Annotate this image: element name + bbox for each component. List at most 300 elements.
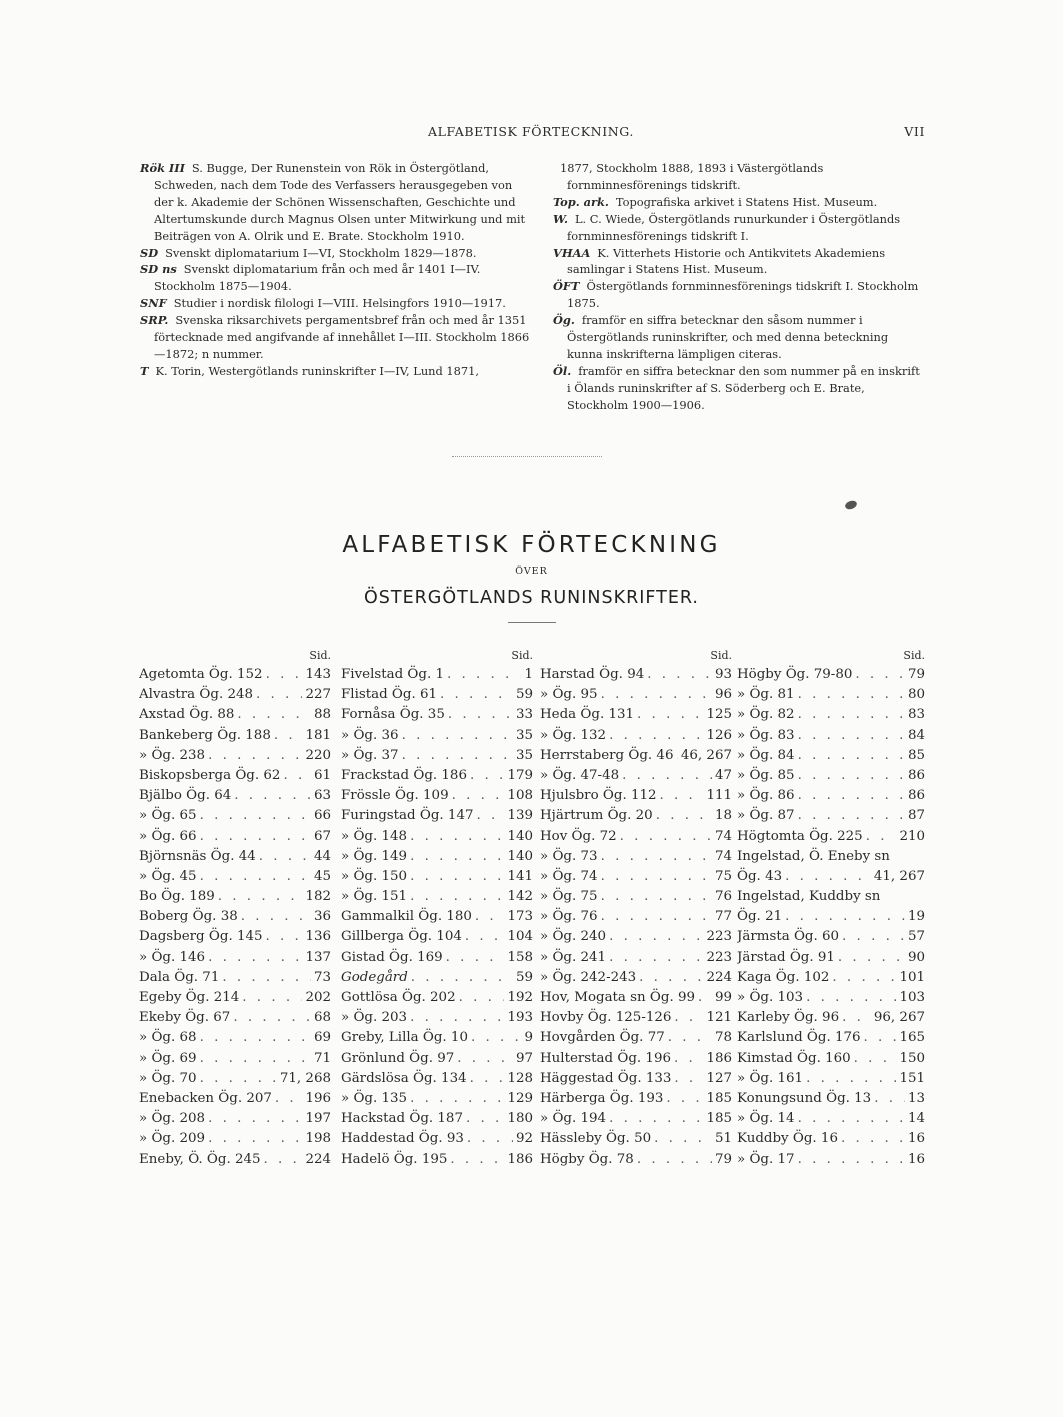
leader-dots bbox=[471, 1028, 521, 1048]
leader-dots bbox=[842, 1008, 871, 1028]
index-entry-page: 41, 267 bbox=[873, 868, 925, 884]
index-entry-page: 13 bbox=[907, 1090, 925, 1106]
index-entry-name: » Ög. 132 bbox=[540, 727, 607, 743]
leader-dots bbox=[637, 1150, 712, 1170]
page-number: VII bbox=[904, 124, 925, 139]
leader-dots bbox=[234, 786, 311, 806]
index-entry-name: Hov Ög. 72 bbox=[540, 828, 617, 844]
index-entry-page: 143 bbox=[305, 667, 331, 682]
abbreviation-text: framför en siffra betecknar den som nummer på en inskrift i Ölands runinskrifter af S. Söderberg och E. Brate, Stockholm 1900—1906. bbox=[567, 363, 920, 412]
index-entry bbox=[540, 726, 732, 746]
leader-dots bbox=[200, 806, 311, 826]
leader-dots bbox=[410, 847, 504, 867]
index-entry-name: Egeby Ög. 214 bbox=[139, 990, 240, 1005]
abbreviation-entry bbox=[140, 245, 530, 262]
index-entry-name: Hulterstad Ög. 196 bbox=[540, 1050, 671, 1066]
index-entry-page: 103 bbox=[899, 990, 925, 1005]
index-entry bbox=[341, 1028, 533, 1048]
index-entry-page: 140 bbox=[507, 828, 533, 844]
index-entry-page: 137 bbox=[305, 949, 331, 965]
index-entry bbox=[737, 867, 925, 887]
leader-dots bbox=[656, 806, 712, 826]
index-entry bbox=[139, 968, 331, 988]
index-entry-page: 196 bbox=[305, 1090, 331, 1106]
leader-dots bbox=[402, 726, 513, 746]
leader-dots bbox=[698, 988, 712, 1008]
index-entry-page: 88 bbox=[313, 707, 331, 723]
leader-dots bbox=[440, 685, 513, 705]
abbreviation-text: Östergötlands fornminnesförenings tidskrift I. Stockholm 1875. bbox=[567, 279, 919, 311]
index-entry-page: 77 bbox=[714, 909, 732, 925]
index-entry bbox=[540, 786, 732, 806]
index-column-3 bbox=[540, 647, 732, 1170]
index-entry-page: 158 bbox=[507, 949, 533, 965]
index-entry-page: 75 bbox=[714, 868, 732, 884]
index-entry-name: Flistad Ög. 61 bbox=[341, 687, 438, 703]
index-entry bbox=[139, 806, 331, 826]
leader-dots bbox=[798, 766, 905, 786]
index-entry-name: » Ög. 68 bbox=[139, 1030, 197, 1046]
index-entry bbox=[341, 726, 533, 746]
index-entry-page: 96, 267 bbox=[873, 1010, 925, 1026]
index-entry-name: » Ög. 75 bbox=[540, 889, 598, 905]
leader-dots bbox=[470, 766, 504, 786]
index-entry bbox=[540, 968, 732, 988]
index-entry-page: 126 bbox=[706, 727, 732, 743]
index-entry bbox=[737, 1069, 925, 1089]
index-entry bbox=[737, 1049, 925, 1069]
index-entry-page: 47 bbox=[714, 767, 732, 783]
leader-dots bbox=[866, 827, 897, 847]
index-entry-page: 108 bbox=[507, 788, 533, 804]
leader-dots bbox=[200, 1028, 311, 1048]
index-entry bbox=[139, 927, 331, 947]
index-entry-page: 16 bbox=[907, 1131, 925, 1147]
index-entry-name: Järstad Ög. 91 bbox=[737, 949, 835, 965]
index-entry-name: Kaga Ög. 102 bbox=[737, 969, 830, 985]
leader-dots bbox=[266, 665, 303, 685]
index-column-4 bbox=[737, 647, 925, 1170]
index-entry bbox=[737, 968, 925, 988]
index-entry-name: » Ög. 151 bbox=[341, 889, 408, 905]
index-entry-page: 79 bbox=[714, 1151, 732, 1167]
index-entry-page: 173 bbox=[507, 909, 533, 925]
index-entry-name: » Ög. 86 bbox=[737, 788, 795, 804]
index-entry bbox=[737, 948, 925, 968]
index-entry bbox=[341, 766, 533, 786]
leader-dots bbox=[864, 1028, 897, 1048]
leader-dots bbox=[854, 1049, 897, 1069]
index-entry bbox=[341, 1008, 533, 1028]
leader-dots bbox=[410, 887, 504, 907]
index-entry bbox=[540, 907, 732, 927]
leader-dots bbox=[208, 1129, 302, 1149]
abbreviation-text: Svenska riksarchivets pergamentsbref från och med år 1351 förtecknade med angifvande af innehållet I—III. Stockholm 1866—1872; n nummer. bbox=[154, 313, 530, 361]
index-entry-page: 150 bbox=[899, 1050, 925, 1066]
index-entry-page: 97 bbox=[515, 1050, 533, 1066]
abbreviation-entry bbox=[553, 245, 925, 279]
abbreviation-text: K. Torin, Westergötlands runinskrifter I—IV, Lund 1871, bbox=[155, 363, 480, 378]
abbreviation-key: SD ns bbox=[140, 262, 177, 277]
index-entry-page: 79 bbox=[907, 667, 925, 682]
index-entry-page: 210 bbox=[899, 828, 925, 844]
leader-dots bbox=[200, 1069, 277, 1089]
index-entry-name: » Ög. 194 bbox=[540, 1111, 607, 1127]
index-entry-name: » Ög. 76 bbox=[540, 909, 598, 925]
index-entry bbox=[139, 685, 331, 705]
index-entry bbox=[341, 988, 533, 1008]
leader-dots bbox=[609, 726, 703, 746]
leader-dots bbox=[200, 827, 311, 847]
index-entry-name: Gottlösa Ög. 202 bbox=[341, 990, 456, 1005]
leader-dots bbox=[470, 1069, 505, 1089]
index-entry-name: Järmsta Ög. 60 bbox=[737, 929, 840, 945]
index-entry bbox=[540, 927, 732, 947]
index-entry bbox=[540, 705, 732, 725]
index-entry-name: Bankeberg Ög. 188 bbox=[139, 727, 271, 743]
index-entry bbox=[139, 786, 331, 806]
index-entry bbox=[139, 1028, 331, 1048]
index-entry bbox=[139, 1089, 331, 1109]
index-entry bbox=[139, 867, 331, 887]
index-entry bbox=[139, 726, 331, 746]
index-entry bbox=[737, 705, 925, 725]
leader-dots bbox=[622, 766, 712, 786]
index-entry-page: 99 bbox=[714, 990, 732, 1005]
index-entry-page: 61 bbox=[313, 767, 331, 783]
leader-dots bbox=[609, 948, 703, 968]
leader-dots bbox=[452, 786, 505, 806]
index-entry-name: Högtomta Ög. 225 bbox=[737, 828, 863, 844]
leader-dots bbox=[476, 806, 504, 826]
index-entry bbox=[139, 1129, 331, 1149]
index-entry-page: 80 bbox=[907, 687, 925, 703]
index-entry-name: Agetomta Ög. 152 bbox=[139, 667, 263, 682]
index-entry-page: 1 bbox=[524, 667, 533, 682]
abbreviation-entry bbox=[140, 160, 530, 245]
index-entry-page: 71, 268 bbox=[279, 1070, 331, 1086]
index-entry bbox=[540, 665, 732, 685]
index-entry-name: Hjärtrum Ög. 20 bbox=[540, 808, 653, 824]
abbreviation-text: 1877, Stockholm 1888, 1893 i Västergötlands fornminnesförenings tidskrift. bbox=[560, 161, 824, 192]
index-entry-page: 71 bbox=[313, 1050, 331, 1066]
index-entry-page: 14 bbox=[907, 1111, 925, 1127]
index-entry-page: 186 bbox=[507, 1151, 533, 1167]
index-entry bbox=[341, 685, 533, 705]
index-entry bbox=[540, 1069, 732, 1089]
index-entry bbox=[341, 1150, 533, 1170]
index-entry-name: » Ög. 17 bbox=[737, 1151, 795, 1167]
leader-dots bbox=[832, 968, 896, 988]
index-entry-name: Fivelstad Ög. 1 bbox=[341, 667, 444, 682]
index-entry-page: 69 bbox=[313, 1030, 331, 1046]
abbreviation-key: SRP. bbox=[140, 313, 169, 328]
index-entry bbox=[139, 887, 331, 907]
index-entry bbox=[540, 1008, 732, 1028]
index-entry-name: » Ög. 85 bbox=[737, 767, 795, 783]
leader-dots bbox=[806, 988, 896, 1008]
leader-dots bbox=[601, 887, 712, 907]
index-entry bbox=[139, 665, 331, 685]
section-divider bbox=[452, 456, 602, 457]
index-entry-page: 59 bbox=[515, 969, 533, 985]
index-entry-name: » Ög. 103 bbox=[737, 990, 804, 1005]
abbreviation-key: SNF bbox=[140, 296, 167, 311]
index-entry-page: 44 bbox=[313, 848, 331, 864]
leader-dots bbox=[637, 705, 703, 725]
index-entry bbox=[540, 847, 732, 867]
index-entry-page: 73 bbox=[313, 969, 331, 985]
abbreviation-entry bbox=[553, 160, 925, 194]
leader-dots bbox=[410, 1008, 504, 1028]
index-column-2 bbox=[341, 647, 533, 1170]
sid-label: Sid. bbox=[511, 649, 533, 662]
leader-dots bbox=[785, 867, 871, 887]
index-entry-name: Haddestad Ög. 93 bbox=[341, 1131, 464, 1147]
index-entry bbox=[341, 705, 533, 725]
abbreviation-text: Svenskt diplomatarium I—VI, Stockholm 1829—1878. bbox=[165, 245, 477, 260]
index-entry-page: 128 bbox=[507, 1070, 533, 1086]
leader-dots bbox=[842, 927, 905, 947]
index-entry bbox=[139, 827, 331, 847]
leader-dots bbox=[676, 746, 677, 766]
leader-dots bbox=[855, 665, 905, 685]
abbreviation-entry bbox=[140, 295, 530, 312]
index-entry-page: 74 bbox=[714, 848, 732, 864]
index-entry-page: 185 bbox=[706, 1090, 732, 1106]
leader-dots bbox=[674, 1069, 703, 1089]
sid-label: Sid. bbox=[710, 649, 732, 662]
leader-dots bbox=[457, 1049, 513, 1069]
index-entry-name: Enebacken Ög. 207 bbox=[139, 1090, 272, 1106]
index-entry-page: 9 bbox=[524, 1030, 533, 1046]
index-entry bbox=[540, 746, 732, 766]
index-entry-page: 224 bbox=[706, 969, 732, 985]
leader-dots bbox=[639, 968, 703, 988]
index-entry bbox=[341, 827, 533, 847]
index-entry-name: Fornåsa Ög. 35 bbox=[341, 707, 445, 723]
leader-dots bbox=[798, 1150, 905, 1170]
abbreviation-text: S. Bugge, Der Runenstein von Rök in Östergötland, Schweden, nach dem Tode des Verfassers herausgegeben von der k. Akademie der Schönen Wissenschaften, Geschichte und Altertumskunde durch Magnus Olsen unter Mitwirkung und mit Beiträgen von A. Olrik und E. Brate. Stockholm 1910. bbox=[154, 161, 526, 243]
leader-dots bbox=[798, 726, 905, 746]
index-entry bbox=[341, 665, 533, 685]
index-entry bbox=[341, 1129, 533, 1149]
index-entry-page: 87 bbox=[907, 808, 925, 824]
index-entry bbox=[341, 867, 533, 887]
leader-dots bbox=[218, 887, 303, 907]
leader-dots bbox=[259, 847, 311, 867]
abbreviation-entry bbox=[553, 312, 925, 363]
leader-dots bbox=[256, 685, 302, 705]
index-entry bbox=[341, 806, 533, 826]
index-entry-name: Eneby, Ö. Ög. 245 bbox=[139, 1151, 261, 1167]
index-entry-name: Gammalkil Ög. 180 bbox=[341, 909, 472, 925]
index-entry-name: Greby, Lilla Ög. 10 bbox=[341, 1030, 468, 1046]
index-entry-page: 35 bbox=[515, 727, 533, 743]
index-entry bbox=[139, 988, 331, 1008]
index-entry-page: 92 bbox=[515, 1131, 533, 1147]
leader-dots bbox=[208, 746, 302, 766]
index-entry-page: 45 bbox=[313, 868, 331, 884]
abbreviation-key: SD bbox=[140, 245, 159, 260]
index-entry bbox=[139, 1150, 331, 1170]
index-entry-name: Hässleby Ög. 50 bbox=[540, 1131, 652, 1147]
index-entry bbox=[139, 907, 331, 927]
leader-dots bbox=[274, 726, 303, 746]
leader-dots bbox=[266, 927, 303, 947]
index-entry-page: 33 bbox=[515, 707, 533, 723]
leader-dots bbox=[242, 988, 302, 1008]
index-entry-name: Hjulsbro Ög. 112 bbox=[540, 788, 657, 804]
index-entry-page: 19 bbox=[907, 909, 925, 925]
index-entry bbox=[341, 1049, 533, 1069]
leader-dots bbox=[466, 1109, 504, 1129]
index-entry bbox=[139, 948, 331, 968]
leader-dots bbox=[601, 685, 712, 705]
leader-dots bbox=[609, 1109, 703, 1129]
index-entry-name: » Ög. 73 bbox=[540, 848, 598, 864]
index-entry-name: » Ög. 70 bbox=[139, 1070, 197, 1086]
index-entry bbox=[341, 927, 533, 947]
index-entry bbox=[737, 726, 925, 746]
index-entry-page: 104 bbox=[507, 929, 533, 945]
sid-label: Sid. bbox=[903, 649, 925, 662]
index-entry-page: 151 bbox=[899, 1070, 925, 1086]
leader-dots bbox=[450, 1150, 504, 1170]
index-entry bbox=[341, 1109, 533, 1129]
index-entry bbox=[341, 968, 533, 988]
leader-dots bbox=[283, 766, 311, 786]
leader-dots bbox=[674, 1049, 703, 1069]
index-entry-name: » Ög. 81 bbox=[737, 687, 795, 703]
leader-dots bbox=[798, 1109, 905, 1129]
index-entry-page: 198 bbox=[305, 1131, 331, 1147]
index-entry-page: 51 bbox=[714, 1131, 732, 1147]
index-entry bbox=[341, 847, 533, 867]
index-entry-name: Boberg Ög. 38 bbox=[139, 909, 238, 925]
ink-blot bbox=[844, 499, 858, 511]
index-entry-name: » Ög. 87 bbox=[737, 808, 795, 824]
index-entry-name: » Ög. 74 bbox=[540, 868, 598, 884]
index-entry-page: 193 bbox=[507, 1010, 533, 1026]
leader-dots bbox=[666, 1089, 703, 1109]
leader-dots bbox=[475, 907, 505, 927]
index-entry-name: » Ög. 36 bbox=[341, 727, 399, 743]
abbreviation-text: K. Vitterhets Historie och Antikvitets Akademiens samlingar i Statens Hist. Museum. bbox=[567, 245, 886, 277]
index-entry-name: » Ög. 203 bbox=[341, 1010, 408, 1026]
index-entry-name: » Ög. 238 bbox=[139, 747, 206, 763]
index-entry-name: Häggestad Ög. 133 bbox=[540, 1070, 672, 1086]
index-entry-name: Herrstaberg Ög. 46 bbox=[540, 747, 674, 763]
leader-dots bbox=[402, 746, 513, 766]
index-entry-page: 96 bbox=[714, 687, 732, 703]
index-entry-name: Biskopsberga Ög. 62 bbox=[139, 767, 281, 783]
index-entry-name: » Ög. 242-243 bbox=[540, 969, 637, 985]
leader-dots bbox=[200, 867, 311, 887]
leader-dots bbox=[447, 665, 521, 685]
index-entry-page: 142 bbox=[507, 889, 533, 905]
index-entry-name: Heda Ög. 131 bbox=[540, 707, 635, 723]
index-entry-page: 197 bbox=[305, 1111, 331, 1127]
index-entry bbox=[737, 746, 925, 766]
index-entry bbox=[139, 1109, 331, 1129]
abbreviation-key: W. bbox=[553, 211, 568, 226]
index-entry-name: » Ög. 47-48 bbox=[540, 767, 620, 783]
leader-dots bbox=[459, 988, 505, 1008]
abbreviation-text: Topografiska arkivet i Statens Hist. Museum. bbox=[615, 194, 878, 209]
index-entry-page: 185 bbox=[706, 1111, 732, 1127]
index-entry bbox=[341, 786, 533, 806]
index-entry-page: 180 bbox=[507, 1111, 533, 1127]
index-entry bbox=[540, 806, 732, 826]
index-entry-page: 101 bbox=[899, 969, 925, 985]
index-entry bbox=[341, 907, 533, 927]
index-entry-name: » Ög. 83 bbox=[737, 727, 795, 743]
index-entry-name: » Ög. 149 bbox=[341, 848, 408, 864]
index-entry-name: » Ög. 84 bbox=[737, 747, 795, 763]
index-entry bbox=[737, 827, 925, 847]
index-entry-page: 223 bbox=[706, 949, 732, 965]
index-entry bbox=[341, 887, 533, 907]
index-entry-name: Hov, Mogata sn Ög. 99 bbox=[540, 990, 696, 1005]
abbreviation-key: VHAA bbox=[553, 245, 591, 260]
leader-dots bbox=[674, 1008, 703, 1028]
index-entry bbox=[540, 766, 732, 786]
index-entry bbox=[540, 867, 732, 887]
abbreviation-entry bbox=[140, 363, 530, 380]
leader-dots bbox=[467, 1129, 513, 1149]
index-entry-name: Alvastra Ög. 248 bbox=[139, 687, 254, 703]
index-entry bbox=[737, 1008, 925, 1028]
index-entry-page: 127 bbox=[706, 1070, 732, 1086]
index-entry-name: » Ög. 135 bbox=[341, 1090, 408, 1106]
index-entry-name: Björnsnäs Ög. 44 bbox=[139, 848, 256, 864]
index-entry bbox=[737, 665, 925, 685]
index-entry-name: Furingstad Ög. 147 bbox=[341, 808, 474, 824]
leader-dots bbox=[838, 948, 905, 968]
index-entry-name: Hovgården Ög. 77 bbox=[540, 1030, 665, 1046]
leader-dots bbox=[410, 1089, 504, 1109]
index-entry-name: Dagsberg Ög. 145 bbox=[139, 929, 263, 945]
index-entry bbox=[737, 927, 925, 947]
abbreviation-key: T bbox=[140, 363, 149, 378]
index-entry-name: » Ög. 14 bbox=[737, 1111, 795, 1127]
index-entry bbox=[540, 948, 732, 968]
index-entry-name: » Ög. 208 bbox=[139, 1111, 206, 1127]
leader-dots bbox=[806, 1069, 896, 1089]
index-entry-name: Grönlund Ög. 97 bbox=[341, 1050, 455, 1066]
leader-dots bbox=[410, 867, 504, 887]
index-entry bbox=[737, 806, 925, 826]
index-entry-name: Karleby Ög. 96 bbox=[737, 1010, 840, 1026]
index-entry-name: » Ög. 95 bbox=[540, 687, 598, 703]
index-entry-name: » Ög. 82 bbox=[737, 707, 795, 723]
index-entry-name: » Ög. 240 bbox=[540, 929, 607, 945]
abbreviation-key: Öl. bbox=[553, 363, 572, 378]
index-entry-page: 182 bbox=[305, 889, 331, 905]
leader-dots bbox=[448, 705, 513, 725]
index-entry bbox=[737, 988, 925, 1008]
abbreviation-text: framför en siffra betecknar den såsom nummer i Östergötlands runinskrifter, och med denna beteckning kunna inskrifterna lämpligen citeras. bbox=[567, 313, 889, 361]
index-entry-name: Gistad Ög. 169 bbox=[341, 949, 443, 965]
index-entry-name: Kuddby Ög. 16 bbox=[737, 1131, 838, 1147]
index-entry bbox=[341, 1089, 533, 1109]
abbreviation-text: Svenskt diplomatarium från och med år 1401 I—IV. Stockholm 1875—1904. bbox=[154, 262, 481, 294]
index-entry bbox=[737, 685, 925, 705]
leader-dots bbox=[798, 705, 905, 725]
index-entry bbox=[139, 1069, 331, 1089]
index-entry bbox=[139, 847, 331, 867]
